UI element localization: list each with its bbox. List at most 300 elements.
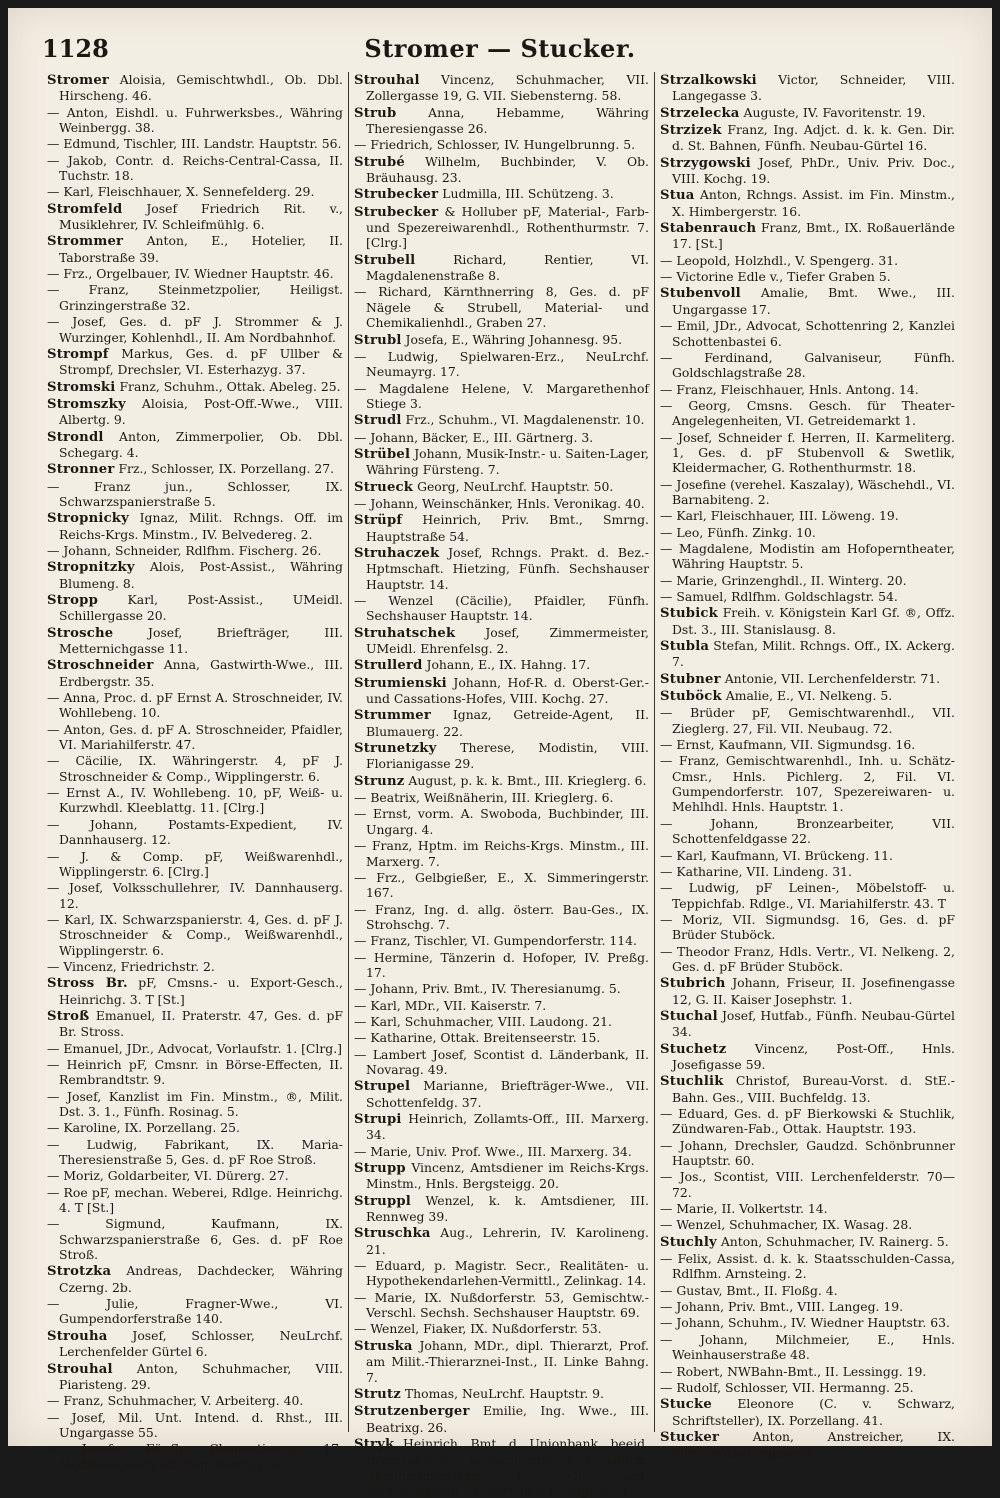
directory-entry [47,1410,343,1441]
entry-details: Heinrich, Priv. Bmt., Smrng. Hauptstraße 54. [366,512,649,544]
entry-details: — Moriz, VII. Sigmundsg. 16, Ges. d. pF Brüder Stuböck. [660,911,955,943]
directory-entry [354,72,649,104]
entry-surname: Struhaczek [354,545,440,561]
directory-entry [660,944,955,975]
directory-entry [47,184,343,199]
entry-surname: Stua [660,188,695,204]
entry-details: — Johann, Milchmeier, E., Hnls. Weinhauserstraße 48. [660,1331,955,1363]
entry-details: — Ferdinand, Galvaniseur, Fünfh. Goldschlagstraße 28. [660,349,955,381]
directory-entry [354,740,649,772]
entry-details: Therese, Modistin, VIII. Florianigasse 29. [366,740,649,772]
directory-entry [354,707,649,739]
entry-details: — Franz, Schuhmacher, V. Arbeiterg. 40. [47,1393,304,1409]
entry-details: Josef, PhDr., Univ. Priv. Doc., VIII. Kochg. 19. [672,154,955,187]
entry-details: Markus, Ges. d. pF Ullber & Strompf, Drechsler, VI. Esterhazyg. 37. [59,345,343,378]
directory-entry [47,1441,343,1472]
entry-details: — Felix, Assist. d. k. k. Staatsschulden-Cassa, Rdlfhm. Arnsteing. 2. [660,1251,955,1282]
directory-entry [47,1089,343,1120]
entry-details: — Johann, Postamts-Expedient, IV. Dannhauserg. 12. [47,816,343,848]
entry-details: Anton, Zimmerpolier, Ob. Dbl. Schegarg. 4. [59,428,343,460]
entry-details: — Julie, Fragner-Wwe., VI. Gumpendorferstraße 140. [47,1296,343,1327]
entry-details: — Brüder pF, Gemischtwarenhdl., VII. Zieglerg. 27, Fil. VII. Neubaug. 72. [660,705,955,736]
entry-surname: Stubenvoll [660,286,741,302]
directory-columns [42,72,960,1498]
directory-entry [47,1296,343,1327]
directory-entry [354,1078,649,1110]
entry-details: Josef, Zimmermeister, UMeidl. Ehrenfelsg. 2. [366,624,649,657]
entry-surname: Stropnicky [47,511,130,527]
entry-details: — Jakob, Contr. d. Reichs-Central-Cassa, II. Tuchstr. 18. [47,152,343,184]
directory-entry [354,806,649,837]
entry-surname: Stubla [660,639,710,655]
directory-entry [354,1321,649,1336]
entry-details: — Lambert Josef, Scontist d. Länderbank, II. Novarag. 49. [354,1046,649,1077]
directory-entry [354,1290,649,1321]
directory-entry [47,282,343,313]
page-number: 1128 [42,34,109,63]
directory-entry [660,1234,955,1250]
directory-entry [354,1386,649,1402]
entry-details: Alois, Post-Assist., Währing Blumeng. 8. [59,559,343,591]
entry-details: — Frz., Orgelbauer, IV. Wiedner Hauptstr. 46. [47,266,334,282]
entry-surname: Stubick [660,606,719,622]
entry-details: — Katharine, VII. Lindeng. 31. [660,863,852,879]
directory-entry [660,1332,955,1363]
directory-entry [47,510,343,542]
directory-entry [47,396,343,428]
entry-details: — Magdalene Helene, V. Margarethenhof Stiege 3. [354,380,649,411]
entry-details: — Hermine, Tänzerin d. Hofoper, IV. Preßg. 17. [354,949,649,980]
entry-details: — Ernst A., IV. Wohllebeng. 10, pF, Weiß- u. Kurzwhdl. Kleeblattg. 11. [Clrg.] [47,785,343,816]
entry-details: Heinrich, Bmt. d. Unionbank, beeid. Inventur-Cmsr. u. Sachverst. f. d. kaufm. Buchhaltungsfach, E., Ob. Dbl. Hirschengasse 23, Bureau I. Renngasse 1. [366,1435,649,1498]
entry-details: Josefa, E., Währing Johannesg. 95. [405,331,623,347]
directory-entry [660,864,955,879]
entry-surname: Strupp [354,1161,406,1177]
entry-details: Anna, Gastwirth-Wwe., III. Erdbergstr. 35. [59,657,343,689]
entry-details: — Karl, IX. Schwarzspanierstr. 4, Ges. d. pF J. Stroschneider & Comp., Weißwarenhdl., Wipplingerstr. 6. [47,911,343,958]
entry-details: — Ernst, vorm. A. Swoboda, Buchbinder, III. Ungarg. 4. [354,806,649,837]
directory-entry [660,705,955,736]
entry-details: — Eduard, p. Magistr. Secr., Realitäten- u. Hypothekendarlehen-Vermittl., Zelinkag. 14. [354,1258,649,1289]
directory-entry [660,1299,955,1314]
directory-entry [660,1396,955,1428]
entry-details: — Josefa, Fünfh. Clementineng. 17, Modistengesch. Rdlfhm. Marktg. 8. [47,1441,343,1472]
entry-details: — Jos., Scontist, VIII. Lerchenfelderstr. 70—72. [660,1169,955,1200]
directory-entry [47,1168,343,1183]
directory-entry [47,1361,343,1393]
directory-entry [354,1144,649,1159]
directory-entry [660,477,955,508]
directory-entry [47,461,343,477]
directory-entry [354,1403,649,1435]
entry-surname: Strunetzky [354,741,437,757]
entry-details: — Heinrich pF, Cmsnr. in Börse-Effecten, II. Rembrandtstr. 9. [47,1056,343,1088]
entry-details: — Marie, II. Volkertstr. 14. [660,1201,828,1217]
entry-details: — Samuel, Rdlfhm. Goldschlagstr. 54. [660,589,898,604]
directory-entry [354,479,649,495]
entry-details: pF, Cmsns.- u. Export-Gesch., Heinrichg. 3. T [St.] [59,975,343,1007]
running-head: Stromer — Stucker. [364,34,636,63]
entry-surname: Strubé [354,154,405,170]
directory-entry [660,155,955,187]
entry-surname: Stroschneider [47,658,154,674]
directory-entry [47,722,343,753]
directory-page [8,8,992,1498]
entry-details: Georg, NeuLrchf. Hauptstr. 50. [417,478,614,494]
directory-entry [354,838,649,869]
entry-details: Anton, E., Hotelier, II. Taborstraße 39. [59,233,343,265]
entry-details: Josef, Rchngs. Prakt. d. Bez.-Hptmschaft. Hietzing, Fünfh. Sechshauser Hauptstr. 14. [366,544,649,592]
directory-entry [660,816,955,847]
entry-details: Ignaz, Milit. Rchngs. Off. im Reichs-Krgs. Minstm., IV. Belvedereg. 2. [59,510,343,542]
entry-surname: Struppl [354,1193,412,1209]
directory-entry [354,1030,649,1045]
entry-details: — Josefine (verehel. Kaszalay), Wäschehdl., VI. Barnabiteng. 2. [660,476,955,507]
entry-surname: Stuböck [660,689,722,705]
entry-details: — Wenzel (Cäcilie), Pfaidler, Fünfh. Sechshauser Hauptstr. 14. [354,593,649,624]
directory-entry [354,773,649,789]
entry-details: Emanuel, II. Praterstr. 47, Ges. d. pF Br. Stross. [59,1007,343,1040]
entry-details: — Ludwig, Spielwaren-Erz., NeuLrchf. Neumayrg. 17. [354,348,649,380]
entry-details: Wilhelm, Buchbinder, V. Ob. Bräuhausg. 23. [366,153,649,186]
entry-details: — Ludwig, pF Leinen-, Möbelstoff- u. Teppichfab. Rdlge., VI. Mariahilferstr. 43. T [660,880,955,911]
directory-entry [354,545,649,592]
entry-surname: Strommer [47,234,124,250]
entry-surname: Stropnitzky [47,560,135,576]
entry-surname: Strutz [354,1386,401,1402]
entry-surname: Stromski [47,379,116,395]
entry-details: Antonie, VII. Lerchenfelderstr. 71. [724,670,941,686]
entry-details: Vincenz, Schuhmacher, VII. Zollergasse 19, G. VII. Siebensterng. 58. [366,72,649,104]
entry-surname: Stuchal [660,1008,718,1024]
entry-details: — Karl, Fleischhauer, III. Löweng. 19. [660,508,899,524]
entry-details: — Wenzel, Schuhmacher, IX. Wasag. 28. [660,1217,913,1233]
directory-entry [660,1073,955,1105]
entry-details: Emilie, Ing. Wwe., III. Beatrixg. 26. [366,1403,649,1435]
directory-entry [47,105,343,136]
directory-entry [660,285,955,317]
directory-entry [660,1217,955,1232]
entry-details: — Josef, Kanzlist im Fin. Minstm., ®, Milit. Dst. 3. 1., Fünfh. Rosinag. 5. [47,1088,343,1119]
directory-entry [47,625,343,657]
column-3 [654,72,960,1461]
entry-details: Richard, Rentier, VI. Magdalenenstraße 8. [366,251,649,284]
directory-entry [660,1315,955,1330]
directory-entry [47,1041,343,1056]
entry-details: — Katharine, Ottak. Breitenseerstr. 15. [354,1030,601,1046]
directory-entry [660,1106,955,1137]
entry-details: — Johann, Weinschänker, Hnls. Veronikag. 40. [354,495,645,511]
entry-details: — Anton, Ges. d. pF A. Stroschneider, Pfaidler, VI. Mariahilferstr. 47. [47,721,343,753]
directory-entry [47,690,343,721]
directory-entry [47,785,343,816]
directory-entry [47,1328,343,1360]
directory-entry [660,753,955,814]
entry-surname: Strubl [354,332,402,348]
entry-details: Johann, Friseur, II. Josefinengasse 12, G. II. Kaiser Josephstr. 1. [672,975,955,1007]
entry-details: — Marie, Grinzenghdl., II. Winterg. 20. [660,572,907,588]
directory-entry [354,1338,649,1385]
entry-details: — Karl, MDr., VII. Kaiserstr. 7. [354,997,547,1013]
entry-details: Franz, Bmt., IX. Roßauerlände 17. [St.] [672,220,955,252]
entry-details: Frz., Schlosser, IX. Porzellang. 27. [118,461,335,477]
entry-details: — Theodor Franz, Hdls. Vertr., VI. Nelkeng. 2, Ges. d. pF Brüder Stuböck. [660,943,955,974]
entry-surname: Stuchlik [660,1074,724,1090]
directory-entry [354,284,649,330]
entry-surname: Stromfeld [47,201,123,217]
entry-details: — Leopold, Holzhdl., V. Spengerg. 31. [660,252,899,268]
entry-details: Aloisia, Post-Off.-Wwe., VIII. Albertg. 9. [59,395,343,428]
entry-surname: Strouhal [47,1361,113,1377]
directory-entry [354,933,649,948]
entry-surname: Strudl [354,413,402,429]
entry-details: Stefan, Milit. Rchngs. Off., IX. Ackerg. 7. [672,638,955,670]
entry-details: — Johann, Schneider, Rdlfhm. Fischerg. 26. [47,542,322,558]
directory-entry [47,1120,343,1135]
directory-entry [47,1216,343,1262]
entry-details: Amalie, E., VI. Nelkeng. 5. [725,688,893,704]
directory-entry [47,849,343,880]
entry-details: — Moriz, Goldarbeiter, VI. Dürerg. 27. [47,1168,289,1184]
directory-entry [660,605,955,637]
entry-surname: Strubecker [354,187,439,203]
entry-details: Anton, Schuhmacher, IV. Rainerg. 5. [720,1233,949,1249]
entry-details: Karl, Post-Assist., UMeidl. Schillergasse 20. [59,592,343,624]
directory-entry [660,1283,955,1298]
directory-entry [354,625,649,657]
directory-entry [354,446,649,478]
directory-entry [354,675,649,707]
entry-surname: Strzygowski [660,155,751,171]
entry-surname: Strondl [47,429,104,445]
entry-surname: Strummer [354,708,431,724]
directory-entry [47,657,343,689]
directory-entry [47,959,343,974]
entry-details: Andreas, Dachdecker, Währing Czerng. 2b. [59,1263,343,1295]
entry-details: & Holluber pF, Material-, Farb- und Spezereiwarenhdl., Rothenthurmstr. 7. [Clrg.] [366,203,649,251]
entry-surname: Stucke [660,1397,712,1413]
entry-surname: Struhatschek [354,625,456,641]
entry-surname: Strutzenberger [354,1404,470,1420]
directory-entry [660,1169,955,1200]
entry-surname: Stuchetz [660,1041,727,1057]
directory-entry [354,1047,649,1078]
directory-entry [47,975,343,1007]
entry-details: — Eduard, Ges. d. pF Bierkowski & Stuchlik, Zündwaren-Fab., Ottak. Hauptstr. 193. [660,1106,955,1137]
entry-surname: Strouha [47,1328,108,1344]
entry-details: — Johann, Priv. Bmt., VIII. Langeg. 19. [660,1299,904,1315]
entry-surname: Stryk [354,1436,395,1452]
directory-entry [660,1041,955,1073]
entry-details: — Frz., Gelbgießer, E., X. Simmeringerstr. 167. [354,869,649,901]
entry-surname: Stromer [47,73,110,88]
directory-entry [47,1008,343,1040]
directory-entry [354,1193,649,1225]
entry-details: — Josef, Schneider f. Herren, II. Karmeliterg. 1, Ges. d. pF Stubenvoll & Swetlik, Kleidermacher, G. Rothenthurmstr. 18. [660,429,955,476]
entry-surname: Strullerd [354,658,423,674]
directory-entry [660,671,955,687]
entry-details: — Magdalene, Modistin am Hofoperntheater, Währing Hauptstr. 5. [660,540,955,572]
entry-details: — Vincenz, Friedrichstr. 2. [47,958,215,974]
directory-entry [660,508,955,523]
entry-details: Josef, Briefträger, III. Metternichgasse 11. [59,624,343,657]
entry-surname: Stucker [660,1429,720,1445]
directory-entry [660,105,955,121]
entry-surname: Strompf [47,346,109,362]
directory-entry [354,998,649,1013]
entry-details: Josef Friedrich Rit. v., Musiklehrer, IV. Schleifmühlg. 6. [59,200,343,233]
directory-entry [47,266,343,281]
entry-details: — Karoline, IX. Porzellang. 25. [47,1120,240,1136]
entry-surname: Strotzka [47,1264,112,1280]
directory-entry [47,1057,343,1088]
entry-details: — Ludwig, Fabrikant, IX. Maria-Theresienstraße 5, Ges. d. pF Roe Stroß. [47,1136,343,1168]
directory-entry [354,204,649,251]
entry-surname: Strubecker [354,204,439,220]
directory-entry [660,398,955,429]
directory-entry [660,1429,955,1461]
entry-details: Anton, Schuhmacher, VIII. Piaristeng. 29. [59,1360,343,1392]
entry-surname: Strouhal [354,73,420,88]
directory-entry [47,559,343,591]
entry-surname: Strueck [354,479,414,495]
entry-details: — Marie, Univ. Prof. Wwe., III. Marxerg. 34. [354,1143,632,1159]
entry-details: — Johann, Schuhm., IV. Wiedner Hauptstr. 63. [660,1315,950,1331]
entry-details: Eleonore (C. v. Schwarz, Schriftsteller), IX. Porzellang. 41. [672,1396,955,1428]
directory-entry [47,233,343,265]
entry-details: Ludmilla, III. Schützeng. 3. [442,186,614,202]
directory-entry [660,638,955,670]
entry-details: — Franz, Steinmetzpolier, Heiligst. Grinzingerstraße 32. [47,282,343,313]
directory-entry [660,541,955,572]
directory-entry [354,496,649,511]
entry-details: — Johann, Priv. Bmt., IV. Theresianumg. 5. [354,981,621,997]
entry-surname: Strupi [354,1112,402,1127]
entry-surname: Strubell [354,252,416,268]
entry-details: Johann, Hof-R. d. Oberst-Ger.- und Cassations-Hofes, VIII. Kochg. 27. [366,674,649,707]
entry-details: — Rudolf, Schlosser, VII. Hermanng. 25. [660,1379,914,1395]
directory-entry [354,657,649,673]
entry-details: — Franz, Tischler, VI. Gumpendorferstr. 114. [354,933,637,949]
entry-details: Johann, Musik-Instr.- u. Saiten-Lager, Währing Fürsteng. 7. [366,445,649,478]
directory-entry [660,122,955,154]
directory-entry [47,1263,343,1295]
entry-details: — Karl, Schuhmacher, VIII. Laudong. 21. [354,1013,612,1029]
directory-entry [660,688,955,704]
entry-surname: Strunz [354,773,405,789]
entry-surname: Stuchly [660,1234,717,1250]
entry-surname: Strzelecka [660,105,740,121]
directory-entry [660,912,955,943]
directory-entry [354,870,649,901]
entry-surname: Stubrich [660,976,726,992]
entry-details: — Emil, JDr., Advocat, Schottenring 2, Kanzlei Schottenbastei 6. [660,318,955,349]
entry-details: Amalie, Bmt. Wwe., III. Ungargasse 17. [672,285,955,317]
entry-details: — Anton, Eishdl. u. Fuhrwerksbes., Währing Weinbergg. 38. [47,104,343,136]
directory-entry [47,379,343,395]
directory-entry [47,880,343,911]
directory-entry [660,187,955,219]
directory-entry [354,512,649,544]
directory-entry [47,912,343,958]
directory-entry [354,430,649,445]
entry-details: — Cäcilie, IX. Währingerstr. 4, pF J. Stroschneider & Comp., Wipplingerstr. 6. [47,753,343,784]
directory-entry [354,1436,649,1498]
entry-details: — Franz, Hptm. im Reichs-Krgs. Minstm., III. Marxerg. 7. [354,838,649,869]
entry-surname: Strzalkowski [660,73,757,88]
directory-entry [660,880,955,911]
entry-details: Heinrich, Zollamts-Off., III. Marxerg. 34. [366,1111,649,1143]
entry-surname: Strupel [354,1079,411,1095]
entry-details: — Marie, IX. Nußdorferstr. 53, Gemischtw.-Verschl. Sechsh. Sechshauser Hauptstr. 69. [354,1289,649,1321]
directory-entry [354,154,649,186]
entry-details: — Roe pF, mechan. Weberei, Rdlge. Heinrichg. 4. T [St.] [47,1184,343,1216]
entry-details: — Beatrix, Weißnäherin, III. Krieglerg. 6. [354,790,614,806]
directory-entry [47,1137,343,1168]
directory-entry [47,429,343,461]
directory-entry [47,201,343,233]
entry-details: Thomas, NeuLrchf. Hauptstr. 9. [404,1385,604,1401]
entry-surname: Stropp [47,593,99,608]
entry-details: — Karl, Fleischhauer, X. Sennefelderg. 29. [47,184,315,200]
directory-entry [47,479,343,510]
entry-details: Freih. v. Königstein Karl Gf. ®, Offz. Dst. 3., III. Stanislausg. 8. [672,605,955,637]
entry-details: — Franz jun., Schlosser, IX. Schwarzspanierstraße 5. [47,478,343,509]
directory-entry [47,817,343,848]
entry-details: Aug., Lehrerin, IV. Karolineng. 21. [366,1225,649,1257]
directory-entry [660,253,955,268]
directory-entry [47,543,343,558]
entry-details: — Edmund, Tischler, III. Landstr. Hauptstr. 56. [47,136,342,152]
entry-surname: Stroß [47,1008,90,1024]
entry-details: — Josef, Ges. d. pF J. Strommer & J. Wurzinger, Kohlenhdl., II. Am Nordbahnhof. [47,314,343,345]
directory-entry [660,1251,955,1282]
entry-details: — Robert, NWBahn-Bmt., II. Lessingg. 19. [660,1363,927,1379]
directory-entry [660,220,955,252]
entry-details: Vincenz, Amtsdiener im Reichs-Krgs. Minstm., Hnls. Bergsteigg. 20. [366,1160,649,1192]
entry-details: Vincenz, Post-Off., Hnls. Josefigasse 59. [672,1040,955,1072]
directory-entry [354,1258,649,1289]
entry-surname: Struschka [354,1226,431,1242]
directory-entry [354,981,649,996]
entry-details: Anton, Anstreicher, IX. Liechtenthalergasse 6. [672,1428,955,1461]
entry-details: Anton, Rchngs. Assist. im Fin. Minstm., X. Himbergerstr. 16. [672,187,955,219]
entry-surname: Strub [354,105,397,121]
entry-details: — Gustav, Bmt., II. Floßg. 4. [660,1282,838,1298]
directory-entry [660,525,955,540]
entry-surname: Strüpf [354,513,403,529]
directory-entry [660,1380,955,1395]
directory-entry [354,105,649,137]
entry-details: — Richard, Kärnthnerring 8, Ges. d. pF Nägele & Strubell, Material- und Chemikalienhdl., Graben 27. [354,284,649,331]
directory-entry [660,589,955,604]
directory-entry [47,592,343,624]
entry-surname: Strzizek [660,123,722,139]
directory-entry [354,1111,649,1143]
entry-surname: Stabenrauch [660,221,757,237]
entry-details: — Ernst, Kaufmann, VII. Sigmundsg. 16. [660,737,916,753]
directory-entry [660,72,955,104]
directory-entry [660,430,955,476]
directory-entry [354,950,649,981]
directory-entry [354,1160,649,1192]
entry-details: Anna, Hebamme, Währing Theresiengasse 26. [366,104,649,137]
entry-details: Christof, Bureau-Vorst. d. StE.-Bahn. Ges., VIII. Buchfeldg. 13. [672,1073,955,1105]
entry-details: — Leo, Fünfh. Zinkg. 10. [660,524,816,540]
directory-entry [660,737,955,752]
directory-entry [660,975,955,1007]
directory-entry [354,593,649,624]
